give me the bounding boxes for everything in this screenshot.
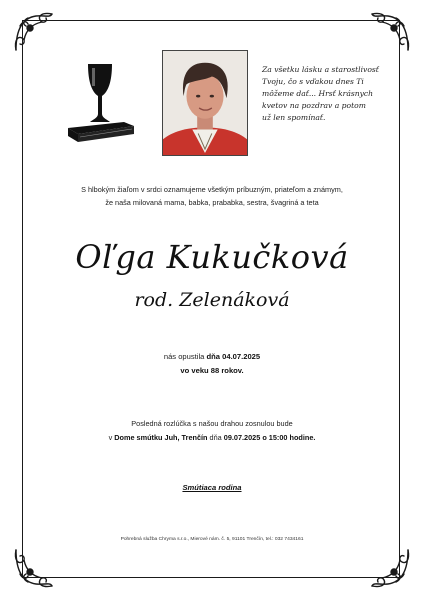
funeral-mid: dňa [209, 433, 222, 442]
funeral-place: Dome smútku Juh, Trenčín [114, 433, 208, 442]
age-line [40, 364, 384, 378]
funeral-datetime: 09.07.2025 o 15:00 hodine. [223, 433, 316, 442]
death-date-line [40, 350, 384, 364]
announcement-intro [40, 183, 384, 209]
maiden-name: rod. Zelenáková [134, 289, 290, 311]
signature: Smútiaca rodina [182, 483, 242, 492]
chalice-on-book-icon [66, 62, 136, 144]
poem-line: Za všetku lásku a starostlivosť [262, 65, 379, 74]
poem-line: už len spomínať. [262, 113, 326, 122]
funeral-prefix: v [108, 433, 113, 442]
poem-line: môžeme dať... Hrsť krásnych [262, 89, 374, 98]
corner-ornament-icon [368, 10, 412, 54]
memorial-poem [262, 64, 402, 124]
portrait-photo [162, 50, 248, 156]
death-info [40, 350, 384, 378]
corner-ornament-icon [12, 546, 56, 590]
death-prefix: nás opustila [163, 352, 205, 361]
funeral-details-line [30, 431, 394, 445]
death-age: vo veku 88 rokov. [180, 366, 244, 375]
funeral-info [30, 417, 394, 445]
death-date: dňa 04.07.2025 [206, 352, 261, 361]
funeral-line: Posledná rozlúčka s našou drahou zosnulou bude [131, 419, 293, 428]
poem-line: kvetov na pozdrav a potom [262, 101, 366, 110]
corner-ornament-icon [12, 10, 56, 54]
footer-text: Pohrebná služba Chryma s.r.o., Mierové nám. č. 5, 91101 Trenčín, tel.: 032 7434161 [120, 537, 304, 542]
corner-ornament-icon [368, 546, 412, 590]
intro-line: že naša milovaná mama, babka, prababka, sestra, švagriná a teta [105, 198, 319, 207]
deceased-name: Oľga Kukučková [75, 238, 349, 276]
poem-line: Tvoju, čo s vďakou dnes Ti [262, 77, 364, 86]
intro-line: S hlbokým žiaľom v srdci oznamujeme všetkým príbuzným, priateľom a známym, [81, 185, 343, 194]
